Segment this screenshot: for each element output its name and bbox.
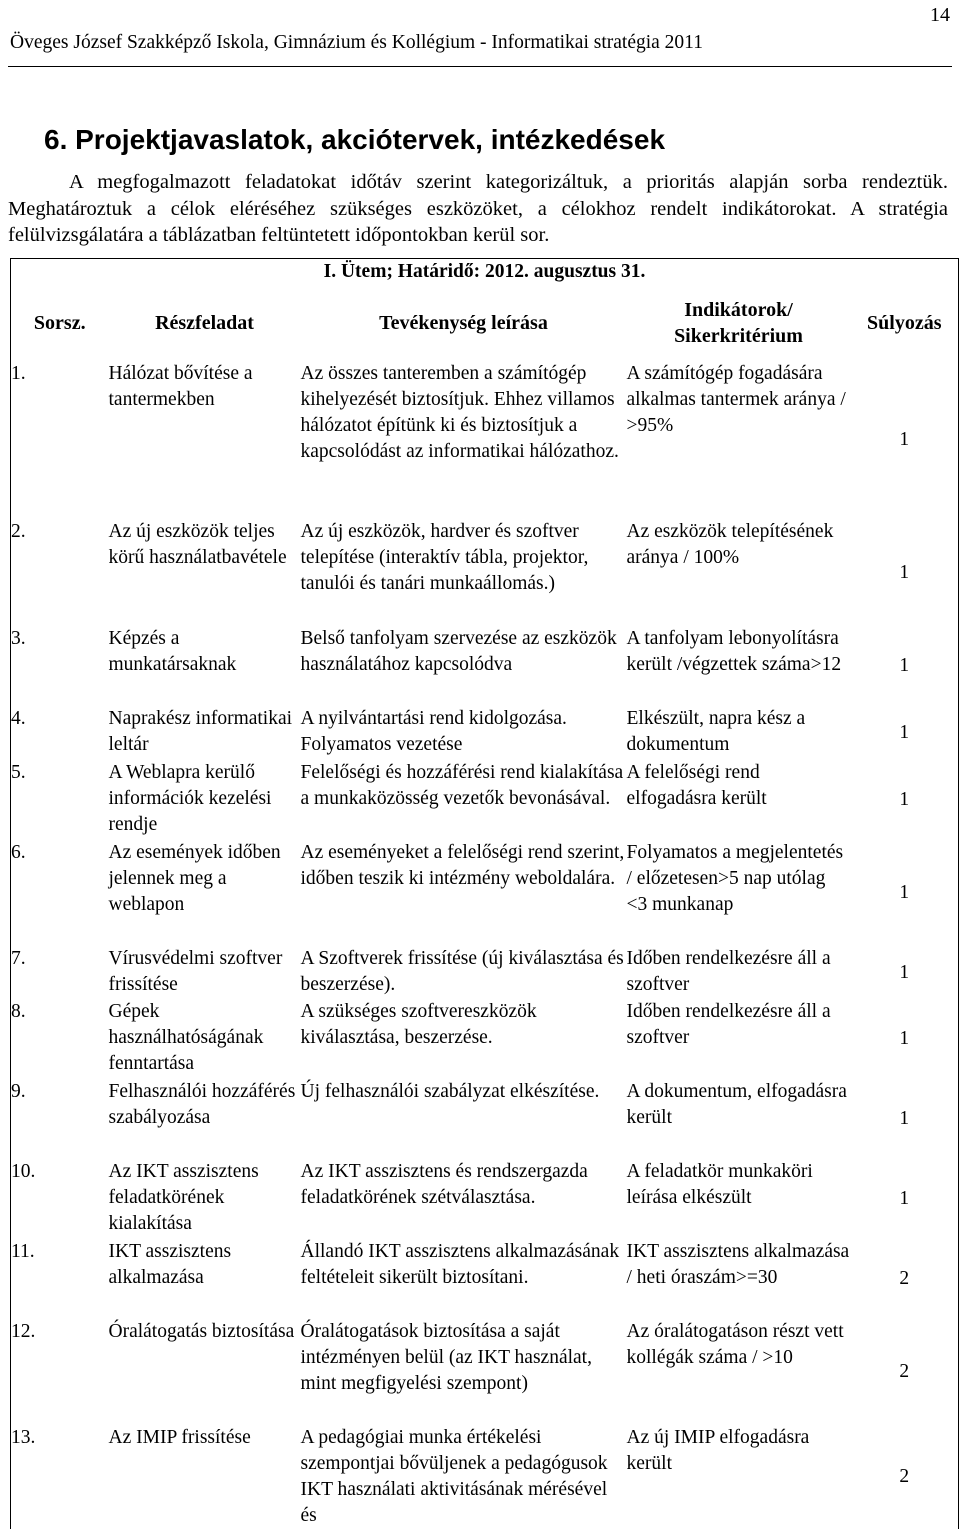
cell-activity: Az összes tanteremben a számítógép kihelyezését biztosítjuk. Ehhez villamos hálózatot építünk ki és biztosítjuk a kapcsolódást az informatikai hálózathoz.	[300, 363, 619, 462]
cell-activity: Óralátogatások biztosítása a saját intézményen belül (az IKT használat, mint megfigyelési szempont)	[300, 1321, 592, 1394]
cell-task: Az IKT asszisztens feladatkörének kialakítása	[108, 1161, 259, 1234]
table-body	[11, 361, 959, 1529]
cell-task: Az új eszközök teljes körű használatbavétele	[108, 521, 287, 568]
cell-task: A Weblapra kerülő információk kezelési rendje	[108, 762, 272, 835]
cell-weight: 1	[899, 961, 910, 983]
cell-activity: A Szoftverek frissítése (új kiválasztása és beszerzése).	[300, 948, 624, 995]
cell-task: Gépek használhatóságának fenntartása	[108, 1001, 264, 1074]
section-heading: 6. Projektjavaslatok, akciótervek, intézkedések	[44, 124, 666, 155]
header-weight: Súlyozás	[867, 312, 942, 334]
table-row	[11, 1425, 959, 1529]
table-row	[11, 361, 959, 519]
cell-task: Naprakész informatikai leltár	[108, 708, 293, 755]
table-row	[11, 1159, 959, 1239]
table-row	[11, 519, 959, 626]
cell-indicator: Időben rendelkezésre áll a szoftver	[626, 1001, 831, 1048]
cell-weight: 2	[899, 1268, 910, 1289]
cell-task: Képzés a munkatársaknak	[108, 628, 237, 675]
action-plan-table	[10, 258, 959, 1529]
cell-weight: 1	[899, 1108, 910, 1129]
cell-activity: Új felhasználói szabályzat elkészítése.	[300, 1081, 600, 1102]
cell-activity: Állandó IKT asszisztens alkalmazásának feltételeit sikerült biztosítani.	[300, 1241, 620, 1288]
table-row	[11, 626, 959, 706]
cell-nr: 13.	[11, 1427, 36, 1448]
running-header: Öveges József Szakképző Iskola, Gimnázium és Kollégium - Informatikai stratégia 2011	[10, 32, 703, 53]
cell-indicator: A felelőségi rend elfogadásra került	[626, 762, 767, 809]
cell-indicator: A tanfolyam lebonyolításra került /végzettek száma>12	[626, 628, 842, 675]
cell-activity: A nyilvántartási rend kidolgozása. Folyamatos vezetése	[300, 708, 567, 755]
table-row	[11, 840, 959, 946]
cell-indicator: Az óralátogatáson részt vett kollégák száma / >10	[626, 1321, 844, 1368]
cell-weight: 1	[899, 655, 910, 676]
cell-indicator: IKT asszisztens alkalmazása / heti óraszám>=30	[626, 1241, 850, 1288]
cell-activity: A szükséges szoftvereszközök kiválasztása, beszerzése.	[300, 1001, 537, 1048]
cell-indicator: Az eszközök telepítésének aránya / 100%	[626, 521, 834, 568]
header-nr: Sorsz.	[33, 312, 86, 334]
cell-weight: 1	[899, 1188, 910, 1209]
cell-weight: 1	[899, 561, 910, 583]
cell-indicator: Folyamatos a megjelentetés / előzetesen>5 nap utólag <3 munkanap	[626, 842, 844, 915]
cell-weight: 1	[899, 882, 910, 903]
table-row	[11, 706, 959, 760]
cell-task: Az események időben jelennek meg a weblapon	[108, 842, 281, 915]
cell-nr: 9.	[11, 1081, 26, 1102]
page-number: 14	[930, 4, 950, 26]
cell-task: Hálózat bővítése a tantermekben	[108, 363, 253, 410]
cell-nr: 8.	[11, 1001, 26, 1022]
header-rule	[8, 66, 952, 67]
cell-weight: 2	[899, 1466, 910, 1487]
cell-nr: 2.	[11, 521, 26, 542]
table-title: I. Ütem; Határidő: 2012. augusztus 31.	[323, 261, 646, 282]
table-title-row	[11, 259, 959, 286]
cell-nr: 4.	[11, 708, 26, 729]
cell-nr: 1.	[11, 363, 26, 384]
cell-nr: 10.	[11, 1161, 36, 1182]
cell-nr: 3.	[11, 628, 26, 649]
cell-indicator: Elkészült, napra kész a dokumentum	[626, 708, 806, 755]
cell-task: Az IMIP frissítése	[108, 1427, 251, 1448]
cell-indicator: A számítógép fogadására alkalmas tantermek aránya / >95%	[626, 363, 846, 436]
cell-indicator: A feladatkör munkaköri leírása elkészült	[626, 1161, 813, 1208]
cell-indicator: A dokumentum, elfogadásra került	[626, 1081, 847, 1128]
table-row	[11, 999, 959, 1079]
cell-weight: 1	[899, 722, 910, 743]
cell-nr: 12.	[11, 1321, 36, 1342]
table-header-row	[11, 285, 959, 361]
cell-weight: 1	[899, 1028, 910, 1049]
cell-weight: 1	[899, 789, 910, 810]
cell-activity: Felelőségi és hozzáférési rend kialakítása a munkaközösség vezetők bevonásával.	[300, 762, 624, 809]
cell-indicator: Az új IMIP elfogadásra került	[626, 1427, 810, 1474]
cell-activity: A pedagógiai munka értékelési szempontjai bővüljenek a pedagógusok IKT használati aktivitásának mérésével és	[300, 1427, 608, 1526]
table-row	[11, 1079, 959, 1159]
cell-activity: Belső tanfolyam szervezése az eszközök használatához kapcsolódva	[300, 628, 617, 675]
header-task: Részfeladat	[155, 312, 254, 334]
cell-indicator: Időben rendelkezésre áll a szoftver	[626, 948, 831, 995]
table-row	[11, 946, 959, 999]
cell-task: Óralátogatás biztosítása	[108, 1321, 295, 1342]
cell-task: IKT asszisztens alkalmazása	[108, 1241, 232, 1288]
cell-activity: Az IKT asszisztens és rendszergazda feladatkörének szétválasztása.	[300, 1161, 588, 1208]
table-row	[11, 1239, 959, 1319]
cell-task: Vírusvédelmi szoftver frissítése	[108, 948, 283, 995]
cell-activity: Az eseményeket a felelőségi rend szerint, időben teszik ki intézmény weboldalára.	[300, 842, 625, 889]
cell-nr: 11.	[11, 1241, 35, 1262]
table-row	[11, 760, 959, 840]
cell-nr: 5.	[11, 762, 26, 783]
cell-task: Felhasználói hozzáférés szabályozása	[108, 1081, 296, 1128]
cell-nr: 6.	[11, 842, 26, 863]
intro-paragraph: A megfogalmazott feladatokat időtáv szerint kategorizáltuk, a prioritás alapján sorba rendeztük. Meghatároztuk a célok eléréséhez szükséges eszközöket, a célokhoz rendelt indikátorokat. A stratégia felülvizsgálatára a táblázatban feltüntetett időpontokban kerül sor.	[8, 171, 948, 246]
table-row	[11, 1319, 959, 1425]
cell-activity: Az új eszközök, hardver és szoftver telepítése (interaktív tábla, projektor, tanulói és tanári munkaállomás.)	[300, 521, 589, 594]
cell-weight: 2	[899, 1361, 910, 1382]
cell-nr: 7.	[11, 948, 26, 969]
header-activity: Tevékenység leírása	[379, 312, 548, 334]
cell-weight: 1	[899, 429, 910, 450]
header-indicator: Indikátorok/ Sikerkritérium	[674, 299, 803, 347]
